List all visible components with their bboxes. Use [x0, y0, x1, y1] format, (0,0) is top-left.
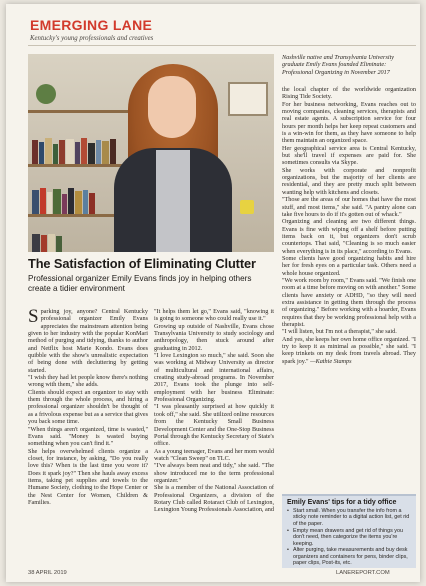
photo-caption: Nashville native and Transylvania University graduate Emily Evans founded Eliminate: Professional Organizing in November 2017	[282, 54, 395, 76]
body-paragraph: Clients should expect an organizer to stay with them through the whole process, and hiring a professional organizer shouldn't be thought of as a frivolous expense but as a service that gives you back some time.	[28, 388, 148, 426]
article-headline: The Satisfaction of Eliminating Clutter	[28, 256, 256, 271]
body-paragraph: "I've always been neat and tidy," she said. "The show introduced me to the term professional organizer."	[154, 462, 274, 484]
body-paragraph: "I love Lexington so much," she said. Soon she was working at Midway University as director of multicultural and international affairs, creating study-abroad programs. In November 2017, Evans took the plunge into self-employment with her business Eliminate: Professional Organizing.	[154, 352, 274, 404]
book-row	[32, 186, 122, 214]
body-paragraph: Sparking joy, anyone? Central Kentucky professional organizer Emily Evans appreciates the mainstream attention being given to her industry with the popular KonMari method of purging and tidying, thanks to author and Netflix host Marie Kondo. Evans does quibble with the show's unrealistic expectation of being done with decluttering by getting started.	[28, 306, 148, 374]
author-signoff: —Kathie Stamps	[310, 357, 352, 365]
portrait-photo	[28, 54, 274, 252]
body-paragraph: "I will listen, but I'm not a therapist," she said.	[282, 328, 397, 336]
article-column-2	[154, 308, 274, 514]
article-dek: Professional organizer Emily Evans finds joy in helping others create a tidier environment	[28, 274, 252, 293]
book-row	[32, 234, 122, 252]
body-paragraph: She works with corporate and nonprofit organizations, but the majority of her clients are residential, and they are pretty much split between wanting help with kitchens and closets.	[282, 166, 416, 196]
body-paragraph: Growing up outside of Nashville, Evans chose Transylvania University to study sociology and anthropology, then stuck around after graduating in 2012.	[154, 322, 274, 352]
article-column-3	[282, 86, 416, 365]
body-paragraph: And yes, she keeps her own home office organized. "I try to keep it as minimal as possible," she said. "I keep trinkets on my desk from travels abroad. They spark joy." —Kathie Stamps	[282, 335, 416, 365]
body-paragraph: the local chapter of the worldwide organization Rising Tide Society.	[282, 86, 416, 101]
person-face	[148, 76, 196, 138]
tips-title: Emily Evans' tips for a tidy office	[287, 499, 397, 506]
body-paragraph: "When things aren't organized, time is wasted," Evans said. "Money is wasted buying something when you can't find it."	[28, 425, 148, 448]
section-title: EMERGING LANE	[30, 17, 153, 33]
body-paragraph: "It helps them let go," Evans said, "knowing it is going to someone who could really use it."	[154, 308, 274, 323]
body-paragraph: For her business networking, Evans reaches out to moving companies, cleaning services, therapists and real estate agents. A subscription service for four hours per month helps her keep repeat customers and is a win-win for them, as they have someone to help them maintain an organized space.	[282, 100, 416, 145]
tips-list	[287, 508, 411, 567]
section-tagline: Kentucky's young professionals and creatives	[30, 35, 154, 42]
tip-item: • Start small. When you transfer the info from a sticky note reminder to a digital action list, get rid of the paper.	[287, 508, 411, 527]
body-paragraph: Her geographical service area is Central Kentucky, but she'll travel if expenses are paid for. She sometimes consults via Skype.	[282, 144, 416, 167]
page-folio: 38 APRIL 2019	[28, 570, 67, 576]
plant-decor	[36, 84, 56, 104]
book-row	[32, 136, 122, 164]
bookshelf-shelf	[28, 110, 128, 113]
magazine-page	[6, 4, 420, 582]
body-paragraph: She helps overwhelmed clients organize a closet, for instance, by asking, "Do you really love this? When is the last time you wore it? Does it spark joy?" Then she hauls away excess items, taking pet supplies and towels to the Humane Society, clothing to the Hope Center or the Nest Center for Women, Children & Families.	[28, 447, 148, 506]
body-paragraph: Some clients have good organizing habits and hire her for fresh eyes on a particular task. Others need a whole house organized.	[282, 254, 416, 277]
body-paragraph: "I was pleasantly surprised at how quickly it took off," she said. She utilized online resources from the Kentucky Small Business Development Center and the One-Stop Business Portal through the Kentucky Secretary of State's office.	[154, 403, 274, 448]
picture-frame	[228, 82, 268, 116]
person-shirt	[156, 150, 190, 252]
tip-item: • Empty mean drawers and get rid of things you don't need, then categorize the items you're keeping.	[287, 528, 411, 547]
bookshelf-shelf	[28, 164, 128, 167]
bookshelf-shelf	[28, 214, 128, 217]
tips-sidebar	[282, 494, 416, 568]
body-paragraph: "Those are the areas of our homes that have the most stuff, and most items," she said. "A pantry alone can take five hours to do if it's gotten out of whack."	[282, 196, 416, 218]
tip-item: • Alter purging, take measurements and buy desk organizers and containers for pens, binder clips, paper clips, Post-its, etc.	[287, 547, 411, 566]
article-column-1	[28, 308, 148, 506]
body-paragraph: She is a member of the National Association of Professional Organizers, a division of the Rotary Club called Rotaract Club of Lexington, Lexington Young Professionals Association, and	[154, 484, 274, 514]
site-url: LANEREPORT.COM	[336, 570, 390, 576]
drop-cap: S	[28, 306, 39, 327]
header-divider	[28, 45, 416, 46]
body-paragraph: "I wish they had let people know there's nothing wrong with them," she adds.	[28, 374, 148, 389]
body-paragraph: As a young teenager, Evans and her mom would watch "Clean Sweep" on TLC.	[154, 447, 274, 462]
body-paragraph: "We work room by room," Evans said. "We finish one room at a time before moving on with another." Some clients have anxiety or ADHD, "so they will need extra assistance in getting them through the process of organizing." Before working with a hoarder, Evans requires that they be working professional help with a therapist.	[282, 276, 416, 328]
body-paragraph: Organizing and cleaning are two different things. Evans is fine with wiping off a shelf before putting items back on it, but organizers don't scrub countertops. That said, "Cleaning is so much easier when everything is in its place," according to Evans.	[282, 218, 416, 255]
mug-decor	[240, 200, 254, 214]
